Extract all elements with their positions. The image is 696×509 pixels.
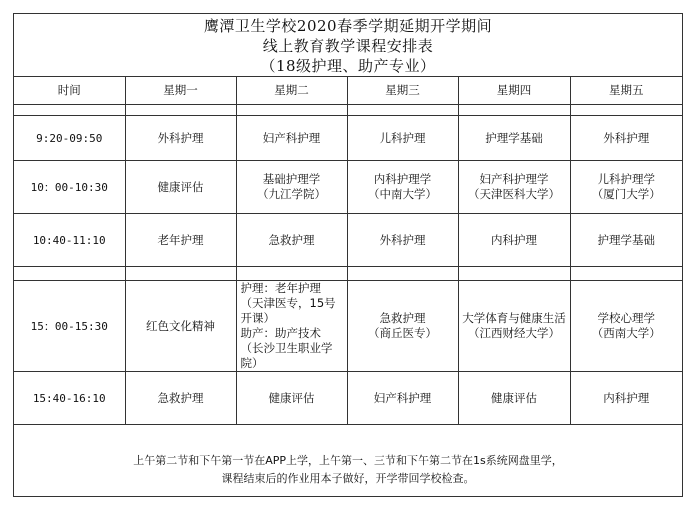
course-cell: 基础护理学 （九江学院） <box>236 161 347 214</box>
time-cell: 9:20-09:50 <box>14 116 125 161</box>
spacer-row <box>14 105 682 116</box>
course-cell: 学校心理学 （西南大学） <box>570 281 682 372</box>
title-line-3: （18级护理、助产专业） <box>260 57 436 75</box>
course-cell: 护理学基础 <box>570 214 682 267</box>
header-row <box>14 76 682 105</box>
header-wednesday: 星期三 <box>347 76 458 105</box>
schedule-table <box>14 76 682 425</box>
title-line-2: 线上教育教学课程安排表 <box>262 37 434 55</box>
header-monday: 星期一 <box>125 76 236 105</box>
time-cell: 15：00-15:30 <box>14 281 125 372</box>
course-cell: 外科护理 <box>570 116 682 161</box>
time-cell: 10：00-10:30 <box>14 161 125 214</box>
course-cell: 护理：老年护理（天津医专，15号开课） 助产：助产技术（长沙卫生职业学院） <box>236 281 347 372</box>
course-cell: 儿科护理学 （厦门大学） <box>570 161 682 214</box>
time-cell: 10:40-11:10 <box>14 214 125 267</box>
table-row <box>14 281 682 372</box>
course-cell: 儿科护理 <box>347 116 458 161</box>
schedule-sheet <box>13 13 683 497</box>
course-cell: 红色文化精神 <box>125 281 236 372</box>
title-line-1: 鹰潭卫生学校2020春季学期延期开学期间 <box>203 17 493 35</box>
table-row <box>14 372 682 425</box>
course-cell: 妇产科护理 <box>236 116 347 161</box>
course-cell: 内科护理 <box>570 372 682 425</box>
note-line-1: 上午第二节和下午第一节在APP上学，上午第一、三节和下午第二节在1s系统网盘里学， <box>133 454 563 467</box>
course-cell: 妇产科护理 <box>347 372 458 425</box>
course-cell: 外科护理 <box>125 116 236 161</box>
course-cell: 护理学基础 <box>458 116 570 161</box>
header-time: 时间 <box>14 76 125 105</box>
table-row <box>14 161 682 214</box>
note-line-2: 课程结束后的作业用本子做好，开学带回学校检查。 <box>221 472 475 485</box>
footer-note <box>14 452 682 488</box>
course-cell: 健康评估 <box>458 372 570 425</box>
title-block <box>14 14 682 77</box>
course-cell: 急救护理 <box>236 214 347 267</box>
course-cell: 健康评估 <box>125 161 236 214</box>
course-cell: 急救护理 <box>125 372 236 425</box>
course-cell: 内科护理 <box>458 214 570 267</box>
table-row <box>14 116 682 161</box>
table-row <box>14 214 682 267</box>
course-cell: 大学体育与健康生活 （江西财经大学） <box>458 281 570 372</box>
header-tuesday: 星期二 <box>236 76 347 105</box>
course-cell: 内科护理学 （中南大学） <box>347 161 458 214</box>
course-cell: 妇产科护理学 （天津医科大学） <box>458 161 570 214</box>
course-cell: 急救护理 （商丘医专） <box>347 281 458 372</box>
time-cell: 15:40-16:10 <box>14 372 125 425</box>
header-friday: 星期五 <box>570 76 682 105</box>
course-cell: 健康评估 <box>236 372 347 425</box>
header-thursday: 星期四 <box>458 76 570 105</box>
break-row <box>14 267 682 281</box>
course-cell: 老年护理 <box>125 214 236 267</box>
course-cell: 外科护理 <box>347 214 458 267</box>
